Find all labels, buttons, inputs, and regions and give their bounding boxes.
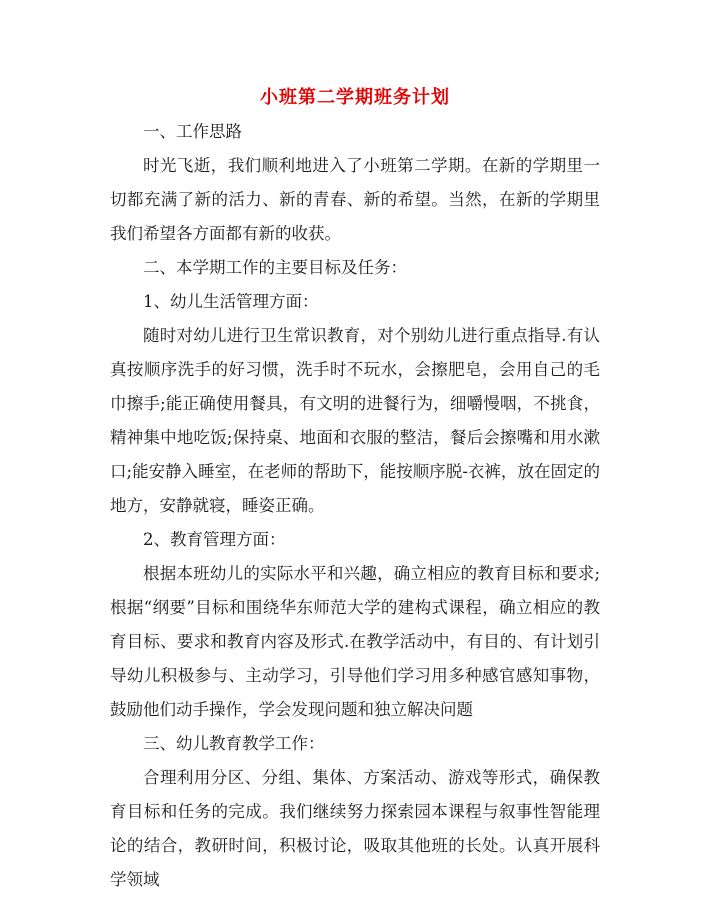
paragraph-education-management: 根据本班幼儿的实际水平和兴趣，确立相应的教育目标和要求;根据“纲要”目标和围绕华东师范大学的建构式课程，确立相应的教育目标、要求和教育内容及形式.在教学活动中，有目的、有计划引导幼儿积极参与、主动学习，引导他们学习用多种感官感知事物，鼓励他们动手操作，学会发现问题和独立解决问题 xyxy=(110,564,600,719)
document-title: 小班第二学期班务计划 xyxy=(260,87,450,108)
section-heading-1: 一、工作思路 xyxy=(143,122,242,141)
document-body xyxy=(110,115,600,897)
paragraph-teaching-work: 合理利用分区、分组、集体、方案活动、游戏等形式，确保教育目标和任务的完成。我们继续努力探索园本课程与叙事性智能理论的结合，教研时间，积极讨论，吸取其他班的长处。认真开展科学领域 xyxy=(110,768,600,889)
section-heading-3: 三、幼儿教育教学工作： xyxy=(143,734,325,753)
section-heading-2: 二、本学期工作的主要目标及任务： xyxy=(143,258,407,277)
paragraph-life-management: 随时对幼儿进行卫生常识教育，对个别幼儿进行重点指导.有认真按顺序洗手的好习惯，洗手时不玩水，会擦肥皂，会用自己的毛巾擦手;能正确使用餐具，有文明的进餐行为，细嚼慢咽，不挑食，精神集中地吃饭;保持桌、地面和衣服的整洁，餐后会擦嘴和用水漱口;能安静入睡室，在老师的帮助下，能按顺序脱-衣裤，放在固定的地方，安静就寝，睡姿正确。 xyxy=(110,326,600,515)
subheading-life-management: 1、幼儿生活管理方面： xyxy=(143,292,319,311)
paragraph-intro: 时光飞逝，我们顺利地进入了小班第二学期。在新的学期里一切都充满了新的活力、新的青春、新的希望。当然，在新的学期里我们希望各方面都有新的收获。 xyxy=(110,156,600,243)
subheading-education-management: 2、教育管理方面： xyxy=(143,530,286,549)
